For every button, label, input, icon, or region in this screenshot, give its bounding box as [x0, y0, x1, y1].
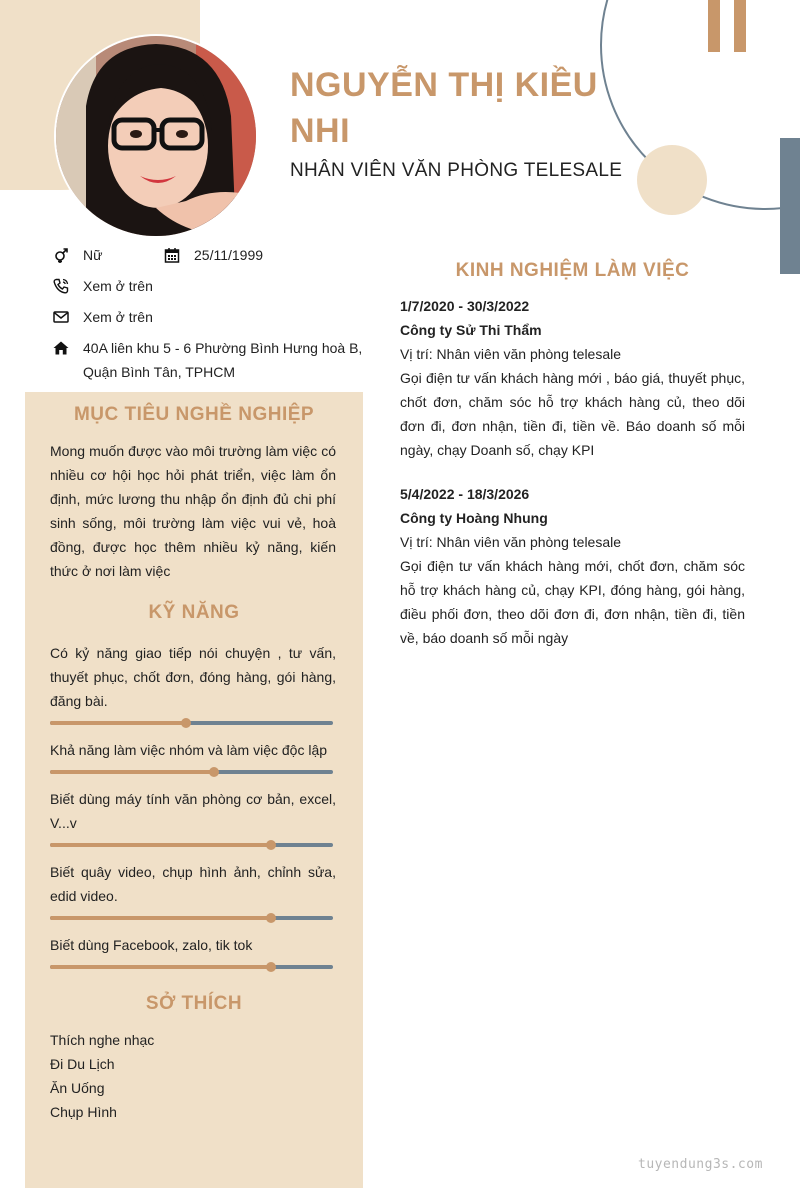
address-line-1: 40A liên khu 5 - 6 Phường Bình Hưng hoà B, — [83, 340, 363, 356]
decorative-bar — [734, 0, 746, 52]
objective-title: MỤC TIÊU NGHỀ NGHIỆP — [73, 404, 315, 425]
skill-item — [50, 738, 336, 762]
hobbies-title: SỞ THÍCH — [145, 993, 243, 1014]
skill-text: Khả năng làm việc nhóm và làm việc độc lập — [50, 742, 328, 758]
job-date: 5/4/2022 - 18/3/2026 — [400, 486, 530, 502]
job-position: Vị trí: Nhân viên văn phòng telesale — [400, 346, 622, 362]
skill-bar — [50, 916, 333, 920]
skill-item — [50, 860, 336, 908]
hobby-item: Ăn Uống — [50, 1080, 105, 1096]
phone-icon — [52, 277, 70, 295]
address-text — [83, 336, 362, 384]
skill-bar-fill — [50, 843, 271, 847]
mail-icon — [52, 308, 70, 326]
skill-bar-knob — [181, 718, 191, 728]
gender-row — [52, 246, 102, 267]
phone-text: Xem ở trên — [83, 278, 153, 294]
skill-text: Biết dùng máy tính văn phòng cơ bản, excel, V...v — [50, 791, 336, 831]
job-position: Vị trí: Nhân viên văn phòng telesale — [400, 534, 622, 550]
skill-item — [50, 641, 336, 713]
email-row — [52, 308, 153, 329]
job-entry — [400, 294, 745, 462]
profile-photo — [56, 36, 256, 236]
skill-bar — [50, 843, 333, 847]
gender-icon — [52, 246, 70, 264]
birthday-text: 25/11/1999 — [194, 247, 264, 263]
skill-bar-knob — [266, 962, 276, 972]
decorative-side-bar — [780, 138, 800, 274]
job-description: Gọi điện tư vấn khách hàng mới, chốt đơn, chăm sóc hỗ trợ khách hàng củ, chạy KPI, đóng hàng, gói hàng, điều phối đơn, theo dõi đơn đi, đơn nhận, tiền đi, tiền về, báo doanh số mỗi ngày — [400, 558, 745, 646]
skill-text: Biết quây video, chụp hình ảnh, chỉnh sửa, edid video. — [50, 864, 336, 904]
skill-bar-knob — [266, 840, 276, 850]
skill-bar — [50, 965, 333, 969]
skill-bar-fill — [50, 916, 271, 920]
watermark: tuyendung3s.com — [638, 1157, 763, 1172]
home-icon — [52, 339, 70, 357]
decorative-bar — [708, 0, 720, 52]
email-text: Xem ở trên — [83, 309, 153, 325]
skill-bar-fill — [50, 770, 214, 774]
skill-bar-knob — [266, 913, 276, 923]
gender-text: Nữ — [83, 247, 103, 263]
job-description: Gọi điện tư vấn khách hàng mới , báo giá, thuyết phục, chốt đơn, chăm sóc hỗ trợ khách hàng củ, theo dõi đơn đi, đơn nhận, tiền đi, tiền về. Báo doanh số mỗi ngày, chạy Doanh số, chạy KPI — [400, 370, 745, 458]
skill-bar-fill — [50, 721, 186, 725]
full-name: NGUYỄN THỊ KIỀU NHI — [290, 66, 598, 150]
calendar-icon — [163, 246, 181, 264]
birthday-row — [163, 246, 263, 267]
phone-row — [52, 277, 153, 298]
skill-bar-fill — [50, 965, 271, 969]
hobbies-list — [50, 1028, 154, 1124]
skill-item — [50, 787, 336, 835]
skill-item — [50, 933, 336, 957]
experience-title: KINH NGHIỆM LÀM VIỆC — [455, 260, 690, 281]
skill-bar — [50, 721, 333, 725]
address-row — [52, 339, 362, 384]
objective-text: Mong muốn được vào môi trường làm việc có nhiều cơ hội học hỏi phát triển, việc làm ổn định, mức lương thu nhập ổn định đủ chi phí sinh sống, môi trường làm việc vui vẻ, hoà đồng, được học thêm nhiều kỷ năng, kiến thức ở nơi làm việc — [50, 443, 336, 579]
hobby-item: Chụp Hình — [50, 1104, 117, 1120]
job-company: Công ty Sử Thi Thẩm — [400, 322, 542, 338]
job-company: Công ty Hoàng Nhung — [400, 510, 548, 526]
job-date: 1/7/2020 - 30/3/2022 — [400, 298, 530, 314]
skills-title: KỸ NĂNG — [148, 602, 240, 623]
hobby-item: Thích nghe nhạc — [50, 1032, 155, 1048]
hobby-item: Đi Du Lịch — [50, 1056, 115, 1072]
skill-bar — [50, 770, 333, 774]
skill-text: Biết dùng Facebook, zalo, tik tok — [50, 937, 253, 953]
address-line-2: Quận Bình Tân, TPHCM — [83, 364, 235, 380]
job-entry — [400, 482, 745, 650]
job-title: NHÂN VIÊN VĂN PHÒNG TELESALE — [290, 160, 623, 181]
decorative-circle — [637, 145, 707, 215]
skill-text: Có kỷ năng giao tiếp nói chuyện , tư vấn, thuyết phục, chốt đơn, đóng hàng, gói hàng, đăng bài. — [50, 645, 336, 709]
